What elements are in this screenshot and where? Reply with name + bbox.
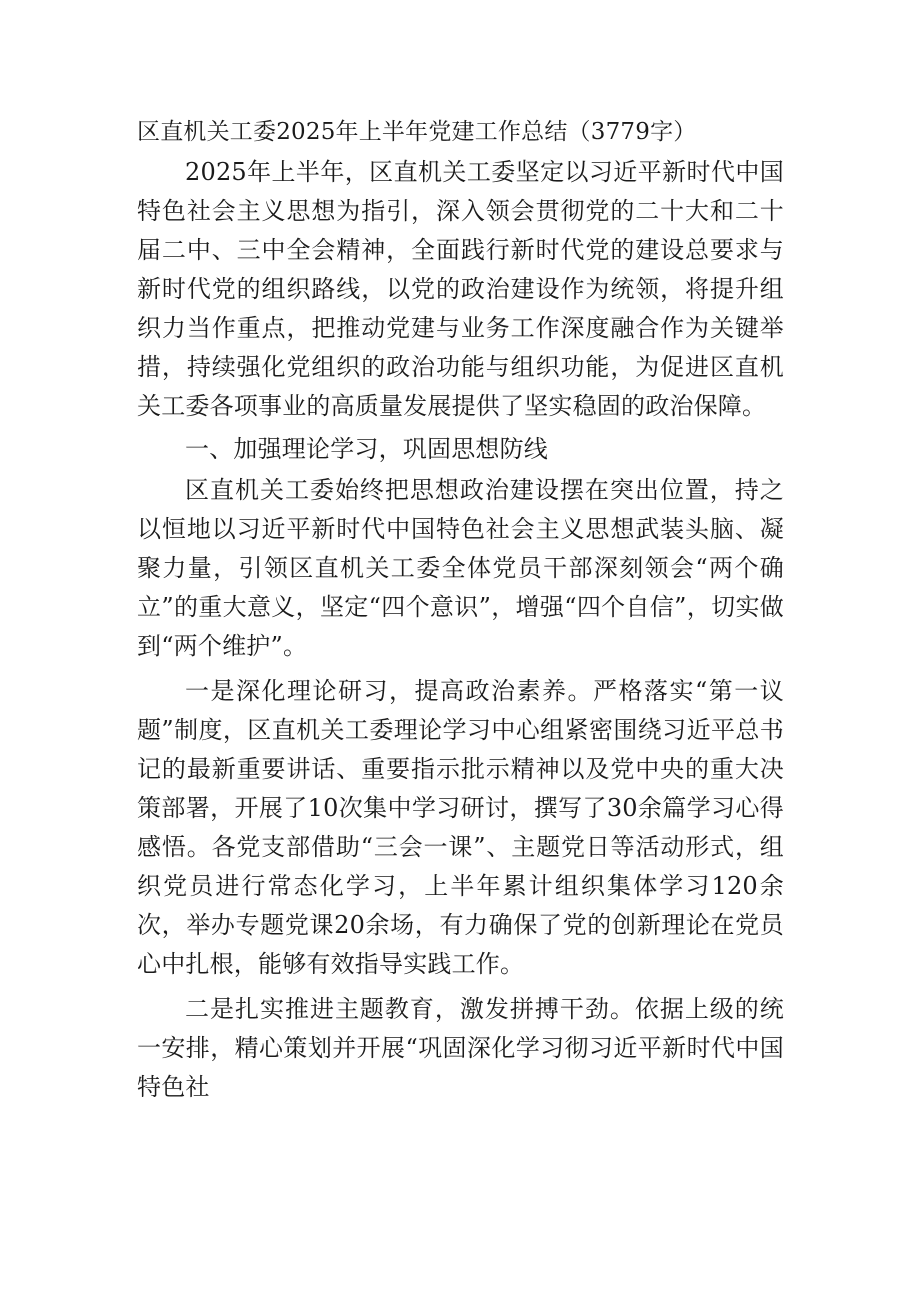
theme-education-paragraph: 二是扎实推进主题教育，激发拼搏干劲。依据上级的统一安排，精心策划并开展“巩固深化学习彻习近平新时代中国特色社	[137, 995, 784, 1101]
intro-paragraph: 2025年上半年，区直机关工委坚定以习近平新时代中国特色社会主义思想为指引，深入领会贯彻党的二十大和二十届二中、三中全会精神，全面践行新时代党的建设总要求与新时代党的组织路线，以党的政治建设作为统领，将提升组织力当作重点，把推动党建与业务工作深度融合作为关键举措，持续强化党组织的政治功能与组织功能，为促进区直机关工委各项事业的高质量发展提供了坚实稳固的政治保障。	[137, 158, 784, 420]
theory-study-paragraph: 一是深化理论研习，提高政治素养。严格落实“第一议题”制度，区直机关工委理论学习中心组紧密围绕习近平总书记的最新重要讲话、重要指示批示精神以及党中央的重大决策部署，开展了10次集中学习研讨，撰写了30余篇学习心得感悟。各党支部借助“三会一课”、主题党日等活动形式，组织党员进行常态化学习，上半年累计组织集体学习120余次，举办专题党课20余场，有力确保了党的创新理论在党员心中扎根，能够有效指导实践工作。	[137, 677, 784, 978]
section-heading: 一、加强理论学习，巩固思想防线	[185, 435, 548, 463]
document-title: 区直机关工委2025年上半年党建工作总结（3779字）	[137, 119, 697, 145]
section-overview-paragraph: 区直机关工委始终把思想政治建设摆在突出位置，持之以恒地以习近平新时代中国特色社会主义思想武装头脑、凝聚力量，引领区直机关工委全体党员干部深刻领会“两个确立”的重大意义，坚定“四个意识”，增强“四个自信”，切实做到“两个维护”。	[137, 476, 784, 660]
